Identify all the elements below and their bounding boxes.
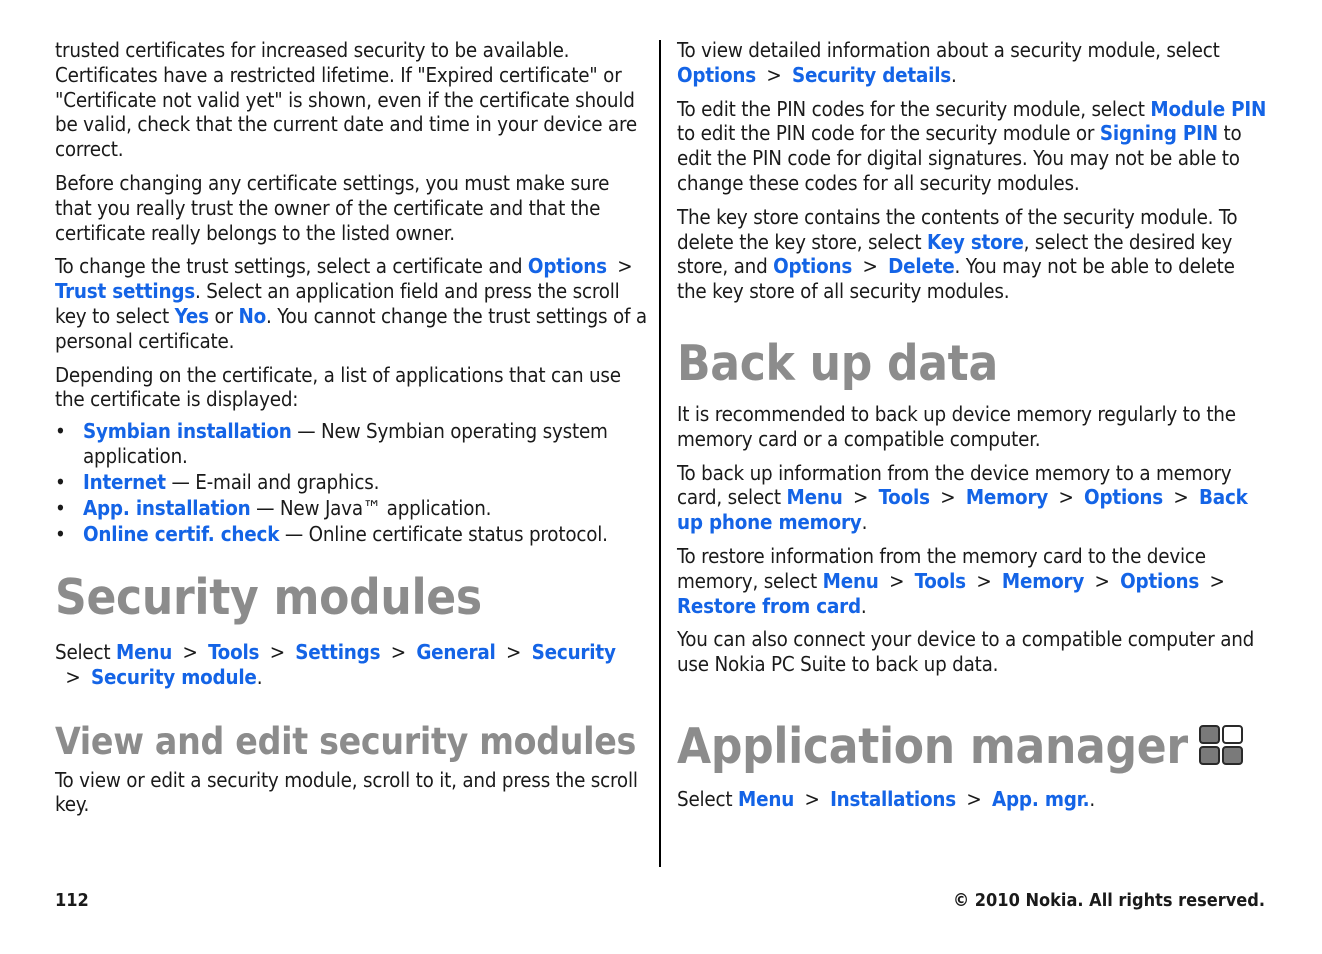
memory-link[interactable]: Memory (1001, 568, 1085, 593)
heading-text: Application manager (677, 717, 1188, 775)
bullet: • (55, 419, 66, 444)
app-mgr-link[interactable]: App. mgr. (992, 786, 1090, 811)
paragraph-app-manager-path (677, 787, 1269, 812)
bullet: • (55, 521, 66, 546)
text: To change the trust settings, select a certificate and (55, 254, 528, 279)
heading-back-up-data: Back up data (677, 334, 998, 392)
period: . (256, 664, 263, 689)
paragraph-backup-path (677, 461, 1269, 535)
path-separator: > (269, 639, 285, 664)
text: to edit the PIN code for the security module or (677, 121, 1100, 146)
memory-link[interactable]: Memory (965, 485, 1049, 510)
path-separator: > (766, 62, 782, 87)
column-divider (659, 40, 661, 867)
text: To restore information from the memory card to the device memory, select (677, 543, 1206, 593)
menu-link[interactable]: Menu (116, 639, 173, 664)
text: . (860, 593, 867, 618)
path-separator: > (182, 639, 198, 664)
path-separator: > (862, 254, 878, 279)
paragraph-applications-list-intro: Depending on the certificate, a list of applications that can use the certificate is displayed: (55, 362, 621, 412)
key-store-link[interactable]: Key store (926, 229, 1024, 254)
settings-link[interactable]: Settings (295, 639, 381, 664)
path-separator: > (65, 664, 81, 689)
app-installation-link[interactable]: App. installation (83, 495, 251, 520)
list-item-text: — New Java™ application. (256, 495, 492, 520)
menu-link[interactable]: Menu (786, 485, 843, 510)
general-link[interactable]: General (416, 639, 496, 664)
options-link[interactable]: Options (1084, 485, 1164, 510)
online-certif-check-link[interactable]: Online certif. check (83, 521, 280, 546)
text: . (861, 510, 868, 535)
tools-link[interactable]: Tools (208, 639, 260, 664)
path-separator: > (976, 568, 992, 593)
paragraph-view-edit: To view or edit a security module, scroll to it, and press the scroll key. (55, 767, 638, 817)
path-separator: > (940, 485, 956, 510)
path-separator: > (852, 485, 869, 510)
paragraph-pc-suite: You can also connect your device to a compatible computer and use Nokia PC Suite to back up data. (677, 627, 1255, 677)
delete-link[interactable]: Delete (888, 254, 955, 279)
trust-settings-link[interactable]: Trust settings (55, 279, 195, 304)
security-module-link[interactable]: Security module (91, 664, 257, 689)
paragraph-pin-codes (677, 97, 1269, 196)
list-item-text: — Online certificate status protocol. (284, 521, 608, 546)
paragraph-certificate-lifetime: trusted certificates for increased security to be available. Certificates have a restricted lifetime. If "Expired certificate" or "Certificate not valid yet" is shown, even if the certificate should be valid, check that the current date and time in your device are correct. (55, 38, 637, 162)
text: or (208, 303, 239, 328)
options-link[interactable]: Options (1120, 568, 1200, 593)
text: The key store contains the contents of the security module. To delete the key store, select (677, 204, 1238, 254)
tools-link[interactable]: Tools (878, 485, 930, 510)
list-item (55, 496, 647, 521)
path-separator: > (804, 786, 820, 811)
options-link[interactable]: Options (773, 254, 853, 279)
paragraph-security-path (55, 640, 647, 690)
yes-link[interactable]: Yes (174, 303, 209, 328)
path-separator: > (1094, 568, 1110, 593)
bullet: • (55, 495, 66, 520)
restore-from-card-link[interactable]: Restore from card (677, 593, 861, 618)
path-separator: > (506, 639, 522, 664)
path-separator: > (889, 568, 905, 593)
text: to edit the PIN code for digital signatures. You may not be able to change these codes for all security modules. (677, 121, 1242, 195)
options-link[interactable]: Options (677, 62, 756, 87)
module-pin-link[interactable]: Module PIN (1150, 96, 1267, 121)
path-separator: > (617, 254, 633, 279)
text: To edit the PIN codes for the security module, select (677, 96, 1151, 121)
list-item-text: — E-mail and graphics. (171, 470, 380, 495)
internet-link[interactable]: Internet (83, 470, 166, 495)
no-link[interactable]: No (238, 303, 266, 328)
menu-link[interactable]: Menu (738, 786, 795, 811)
right-column (677, 38, 1269, 821)
text: To view detailed information about a security module, select (677, 38, 1220, 62)
path-separator: > (1058, 485, 1074, 510)
text: . (1089, 786, 1095, 811)
app-manager-icon (1198, 724, 1244, 766)
symbian-installation-link[interactable]: Symbian installation (83, 419, 292, 444)
signing-pin-link[interactable]: Signing PIN (1099, 121, 1218, 146)
heading-security-modules: Security modules (55, 568, 482, 626)
path-separator: > (1209, 568, 1225, 593)
heading-application-manager (677, 717, 1269, 777)
text: . You may not be able to delete the key store of all security modules. (677, 254, 1235, 304)
text: . (951, 62, 957, 87)
left-column (55, 38, 647, 826)
back-up-phone-memory-link[interactable]: Back up phone memory (677, 485, 1248, 535)
path-separator: > (966, 786, 982, 811)
paragraph-key-store (677, 205, 1269, 304)
menu-link[interactable]: Menu (822, 568, 879, 593)
path-separator: > (390, 639, 406, 664)
text: . You cannot change the trust settings of a personal certificate. (55, 303, 647, 353)
paragraph-restore-path (677, 544, 1269, 618)
text: , select the desired key store, and (677, 229, 1233, 279)
text: Select (55, 639, 117, 664)
text: To back up information from the device memory to a memory card, select (677, 460, 1232, 510)
security-link[interactable]: Security (531, 639, 616, 664)
copyright: © 2010 Nokia. All rights reserved. (952, 890, 1265, 911)
paragraph-trust-warning: Before changing any certificate settings, you must make sure that you really trust the owner of the certificate and that the certificate really belongs to the listed owner. (55, 170, 610, 245)
installations-link[interactable]: Installations (830, 786, 956, 811)
heading-view-edit-security-modules: View and edit security modules (55, 719, 637, 763)
security-details-link[interactable]: Security details (791, 62, 952, 87)
list-item (55, 470, 647, 495)
paragraph-trust-settings (55, 254, 647, 353)
list-item (55, 522, 647, 547)
text: Select (677, 786, 739, 811)
list-item-text: — New Symbian operating system application. (83, 419, 608, 469)
text: . Select an application field and press the scroll key to select (55, 279, 620, 328)
options-link[interactable]: Options (527, 254, 607, 279)
page-number: 112 (55, 890, 89, 911)
list-item (55, 419, 647, 469)
bullet: • (55, 470, 66, 495)
paragraph-backup-recommendation: It is recommended to back up device memory regularly to the memory card or a compatible computer. (677, 401, 1236, 451)
paragraph-security-details (677, 38, 1269, 88)
path-separator: > (1173, 485, 1189, 510)
application-list (55, 419, 647, 547)
tools-link[interactable]: Tools (914, 568, 966, 593)
